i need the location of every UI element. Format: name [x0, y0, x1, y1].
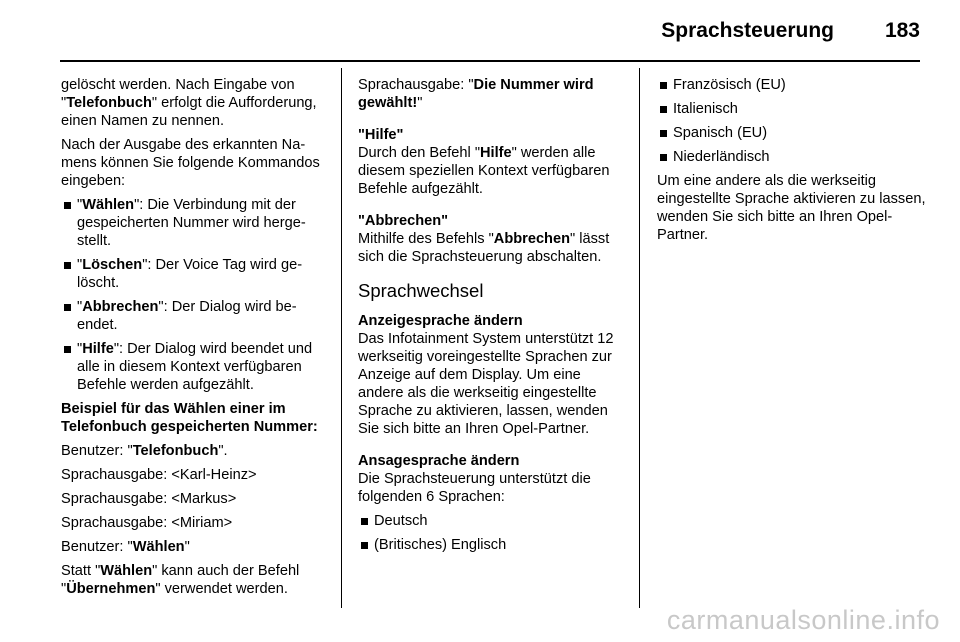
- bullet-icon: [358, 536, 374, 554]
- paragraph: Statt "Wählen" kann auch der Befehl "Übernehmen" verwendet werden.: [61, 563, 300, 597]
- bullet-icon: [61, 298, 77, 334]
- abbrechen-block: "Abbrechen" Mithilfe des Befehls "Abbrechen" lässt sich die Sprachsteuerung abschalten.: [358, 212, 630, 266]
- column-2: [358, 76, 630, 560]
- keyword: Abbrechen: [82, 299, 159, 315]
- page-header: [0, 0, 960, 60]
- text: " erfolgt die Aufforderung, einen Namen zu nennen.: [61, 95, 317, 129]
- page-number: 183: [884, 19, 920, 42]
- bullet-icon: [657, 100, 673, 118]
- list-item: "Hilfe": Der Dialog wird beendet und alle in diesem Kontext verfügbaren Befehle werden aufgezählt.: [61, 340, 329, 394]
- bullet-icon: [657, 124, 673, 142]
- list-item: "Abbrechen": Der Dialog wird beendet.: [61, 298, 329, 334]
- anzeige-heading: Anzeigesprache ändern: [358, 313, 523, 329]
- list-item: "Löschen": Der Voice Tag wird gelöscht.: [61, 256, 329, 292]
- bullet-icon: [657, 76, 673, 94]
- bullet-icon: [358, 512, 374, 530]
- list-item: "Wählen": Die Verbindung mit der gespeicherten Nummer wird hergestellt.: [61, 196, 329, 250]
- dialog-line: Benutzer: "Telefonbuch".: [61, 443, 228, 459]
- example-heading: Beispiel für das Wählen einer im Telefonbuch gespeicherten Nummer:: [61, 401, 318, 435]
- list-item: Französisch (EU): [657, 76, 927, 94]
- dialog-line: Sprachausgabe: "Die Nummer wird gewählt!": [358, 77, 594, 111]
- dialog-line: Sprachausgabe: <Miriam>: [61, 515, 233, 531]
- column-divider-1: [341, 68, 342, 608]
- list-item: (Britisches) Englisch: [358, 536, 630, 554]
- anzeige-block: Anzeigesprache ändern Das Infotainment System unterstützt 12 werkseitig voreingestellte Sprachen zur Anzeige auf dem Display. Um eine andere als die werkseitig eingestellte Sprache zu aktivieren, lassen, wenden Sie sich bitte an Ihren Opel-Partner.: [358, 312, 630, 438]
- section-title: Sprachwechsel: [358, 280, 484, 301]
- page-title: Sprachsteuerung: [661, 19, 834, 42]
- ansage-heading: Ansagesprache ändern: [358, 453, 520, 469]
- keyword: Löschen: [82, 257, 143, 273]
- keyword: Hilfe: [82, 341, 114, 357]
- dialog-line: Sprachausgabe: <Karl-Heinz>: [61, 467, 257, 483]
- bullet-icon: [657, 148, 673, 166]
- ansage-block: Ansagesprache ändern Die Sprachsteuerung unterstützt die folgenden 6 Sprachen:: [358, 452, 630, 506]
- keyword: Wählen: [82, 197, 135, 213]
- bullet-icon: [61, 340, 77, 394]
- list-item: Deutsch: [358, 512, 630, 530]
- watermark: carmanualsonline.info: [666, 605, 940, 635]
- column-divider-2: [639, 68, 640, 608]
- paragraph: Nach der Ausgabe des erkannten Namens können Sie folgende Kommandos eingeben:: [61, 137, 320, 189]
- bullet-icon: [61, 256, 77, 292]
- abbrechen-heading: "Abbrechen": [358, 213, 449, 229]
- column-3: [657, 76, 927, 250]
- list-item: Spanisch (EU): [657, 124, 927, 142]
- dialog-line: Benutzer: "Wählen": [61, 539, 190, 555]
- keyword: Telefonbuch: [66, 95, 152, 111]
- dialog-line: Sprachausgabe: <Markus>: [61, 491, 237, 507]
- paragraph: [61, 76, 329, 130]
- text: gelöscht werden. Nach Eingabe von ": [61, 77, 295, 111]
- column-1: [61, 76, 329, 604]
- hilfe-heading: "Hilfe": [358, 127, 404, 143]
- header-rule: [60, 60, 920, 62]
- bullet-icon: [61, 196, 77, 250]
- list-item: Italienisch: [657, 100, 927, 118]
- paragraph: Um eine andere als die werkseitig eingestellte Sprache aktivieren zu lassen, wenden Sie sich bitte an Ihren Opel-Partner.: [657, 173, 926, 243]
- list-item: Niederländisch: [657, 148, 927, 166]
- hilfe-block: "Hilfe" Durch den Befehl "Hilfe" werden alle diesem speziellen Kontext verfügbaren Befehle aufgezählt.: [358, 126, 630, 198]
